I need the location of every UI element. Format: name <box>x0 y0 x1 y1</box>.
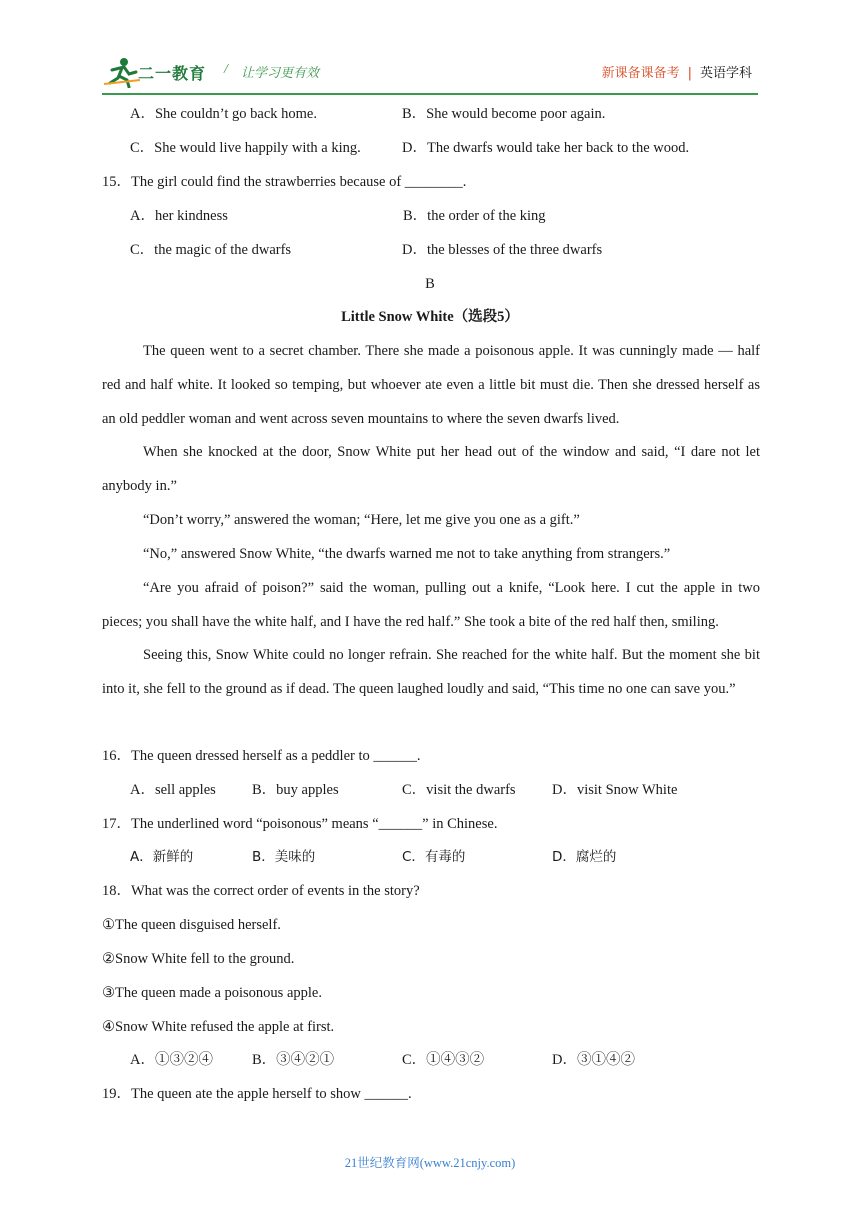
q14-option-a: A．She couldn’t go back home. <box>130 106 317 122</box>
q18-option-c: C．①④③② <box>402 1052 485 1068</box>
q15-option-b: B．the order of the king <box>403 208 546 224</box>
q18-option-d: D．③①④② <box>552 1052 635 1068</box>
passage-paragraph: “Don’t worry,” answered the woman; “Here, let me give you one as a gift.” <box>143 512 580 528</box>
passage-paragraph: Seeing this, Snow White could no longer refrain. She reached for the white half. But the moment she bit into it, she fell to the ground as if dead. The queen laughed loudly and said, “This time no one can save you.” <box>102 647 760 697</box>
q19-stem: 19．The queen ate the apple herself to show ______. <box>102 1086 412 1102</box>
q17-option-b: B．美味的 <box>252 849 316 865</box>
q15-stem: 15．The girl could find the strawberries because of ________. <box>102 174 467 190</box>
q17-option-a: A．新鲜的 <box>130 849 194 865</box>
header-subject <box>602 62 752 81</box>
logo-text: 二一教育 <box>138 64 207 83</box>
q15-option-a: A．her kindness <box>130 208 228 224</box>
q15-option-c: C．the magic of the dwarfs <box>130 242 292 258</box>
q17-option-c: C．有毒的 <box>402 849 466 865</box>
q16-option-c: C．visit the dwarfs <box>402 782 516 798</box>
passage-paragraph: When she knocked at the door, Snow White put her head out of the window and said, “I dare not let anybody in.” <box>102 444 760 494</box>
q17-option-d: D．腐烂的 <box>552 849 617 865</box>
q18-option-a: A．①③②④ <box>130 1052 213 1068</box>
header-subject-label: 英语学科 <box>699 66 752 81</box>
q14-option-d: D．The dwarfs would take her back to the wood. <box>402 140 690 156</box>
q18-event: ③The queen made a poisonous apple. <box>102 985 322 1001</box>
header-rule <box>102 93 758 95</box>
page-footer[interactable]: 21世纪教育网(www.21cnjy.com) <box>344 1156 516 1170</box>
passage-title: Little Snow White（选段5） <box>341 309 519 325</box>
passage-paragraph: “Are you afraid of poison?” said the woman, pulling out a knife, “Look here. I cut the apple in two pieces; you shall have the white half, and I have the red half.” She took a bite of the red half then, smiling. <box>102 580 760 630</box>
section-label: B <box>425 276 435 292</box>
page-header <box>0 0 860 96</box>
slogan: 让学习更有效 <box>241 66 320 81</box>
q18-event: ①The queen disguised herself. <box>102 917 281 933</box>
brand-logo <box>102 56 220 88</box>
runner-logo-icon <box>102 56 142 88</box>
q18-stem: 18．What was the correct order of events in the story? <box>102 883 420 899</box>
q16-option-a: A．sell apples <box>130 782 216 798</box>
header-separator: | <box>687 66 692 81</box>
passage-paragraph: The queen went to a secret chamber. There she made a poisonous apple. It was cunningly made — half red and half white. It looked so temping, but whoever ate even a little bit must die. Then she dressed herself as an old peddler woman and went across seven mountains to where the seven dwarfs lived. <box>102 343 760 427</box>
q16-stem: 16．The queen dressed herself as a peddler to ______. <box>102 748 421 764</box>
q17-stem: 17．The underlined word “poisonous” means “______” in Chinese. <box>102 816 498 832</box>
q14-option-c: C．She would live happily with a king. <box>130 140 361 156</box>
slogan-separator: / <box>224 62 228 77</box>
q18-event: ②Snow White fell to the ground. <box>102 951 295 967</box>
q15-option-d: D．the blesses of the three dwarfs <box>402 242 603 258</box>
q18-option-b: B．③④②① <box>252 1052 335 1068</box>
q16-option-b: B．buy apples <box>252 782 339 798</box>
q14-option-b: B．She would become poor again. <box>402 106 606 122</box>
passage-paragraph: “No,” answered Snow White, “the dwarfs warned me not to take anything from strangers.” <box>143 546 671 562</box>
q16-option-d: D．visit Snow White <box>552 782 678 798</box>
header-course-label: 新课备课备考 <box>601 66 680 81</box>
q18-event: ④Snow White refused the apple at first. <box>102 1019 335 1035</box>
